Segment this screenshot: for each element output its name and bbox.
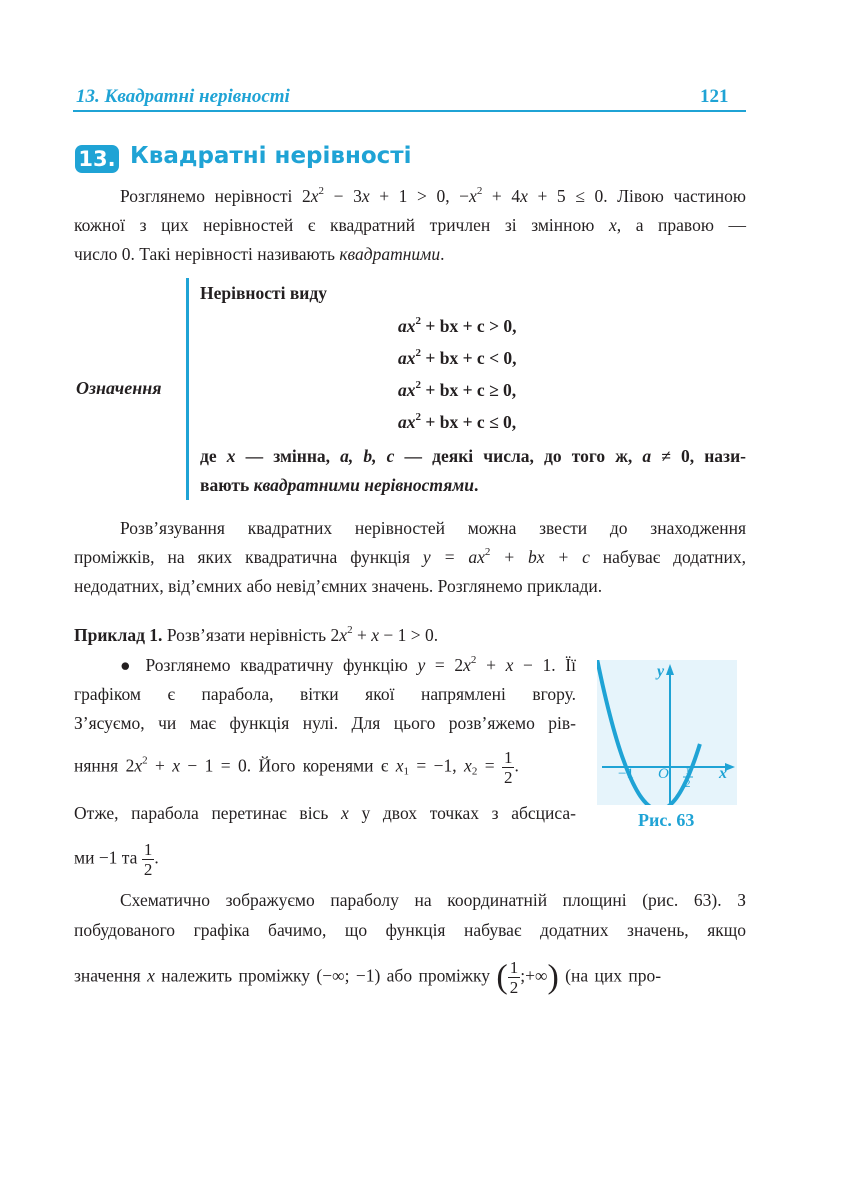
- definition-inequality-4: $ax^2$ + bx + c ≤ 0,: [398, 411, 517, 432]
- fraction-one-half: $\frac{1}{2}$: [503, 748, 513, 787]
- example-task: Приклад 1. Розв’язати нерівність $2x^2 + x - 1 > 0$.: [74, 624, 439, 645]
- example-line-5: Отже, парабола перетинає вісь x у двох точках з абсциса-: [74, 803, 576, 823]
- fraction-one-half-2: $\frac{1}{2}$: [143, 840, 153, 879]
- definition-lead: Нерівності виду: [200, 283, 327, 303]
- example-line-3: З’ясуємо, чи має функція нулі. Для цього розв’яжемо рів-: [74, 713, 576, 733]
- axis-label-y: y: [657, 663, 665, 680]
- origin-label: O: [658, 766, 669, 782]
- running-header-title: 13. Квадратні нерівності: [76, 86, 290, 107]
- parabola-figure: [597, 660, 737, 805]
- para3-line-3: значення x належить проміжку (−∞; −1) або проміжку ( $\frac{1}{2}$ ;+∞) (на цих про-: [74, 958, 662, 997]
- definition-inequality-3: $ax^2$ + bx + c ≥ 0,: [398, 379, 517, 400]
- intro-line-1: Розглянемо нерівності $2x^2 - 3x + 1 > 0$, $-x^2 + 4x + 5 \le 0$. Лівою частиною: [120, 185, 746, 206]
- definition-bar: [186, 278, 189, 500]
- definition-inequality-2: $ax^2$ + bx + c < 0,: [398, 347, 517, 368]
- para3-line-2: побудованого графіка бачимо, що функція набуває додатних значень, якщо: [74, 920, 746, 940]
- para2-line-1: Розв’язування квадратних нерівностей можна звести до знаходження: [120, 518, 746, 538]
- figure-caption: Рис. 63: [638, 810, 695, 830]
- para2-line-2: проміжків, на яких квадратична функція $y = ax^2$ + bx + c набуває додатних,: [74, 546, 747, 567]
- definition-inequality-1: $ax^2$ + bx + c > 0,: [398, 315, 517, 336]
- definition-label: Означення: [76, 378, 162, 398]
- page-number: 121: [700, 86, 729, 107]
- intro-line-2: кожної з цих нерівностей є квадратний тричлен зі змінною x, а правою —: [74, 215, 746, 235]
- section-number-badge: 13.: [75, 145, 119, 173]
- tick-label-half-num: 1: [685, 765, 691, 777]
- fraction-one-half-3: $\frac{1}{2}$: [509, 958, 519, 997]
- tick-label-neg1: −1: [618, 766, 634, 782]
- para2-line-3: недодатних, від’ємних або невід’ємних значень. Розглянемо приклади.: [74, 576, 603, 596]
- figure-background: [597, 660, 737, 805]
- example-line-6: ми −1 та $\frac{1}{2}$ .: [74, 840, 159, 879]
- definition-end-line-2: вають квадратними нерівностями.: [200, 475, 479, 495]
- example-line-1: ● Розглянемо квадратичну функцію $y = 2x^2 + x - 1$. Її: [120, 654, 576, 675]
- section-title: Квадратні нерівності: [130, 143, 412, 169]
- example-line-2: графіком є парабола, вітки якої напрямлені вгору.: [74, 684, 576, 704]
- example-line-4: няння $2x^2 + x - 1 = 0$. Його коренями є $x_1 = -1$, $x_2$ = $\frac{1}{2}$ .: [74, 748, 519, 787]
- definition-end-line-1: де x — змінна, a, b, c — деякі числа, до того ж, a ≠ 0, нази-: [200, 446, 746, 466]
- intro-line-3: число 0. Такі нерівності називають квадратними.: [74, 244, 445, 264]
- axis-label-x: x: [719, 765, 727, 782]
- tick-label-half-den: 2: [685, 778, 691, 790]
- para3-line-1: Схематично зображуємо параболу на координатній площині (рис. 63). З: [120, 890, 746, 910]
- header-rule: [73, 110, 746, 112]
